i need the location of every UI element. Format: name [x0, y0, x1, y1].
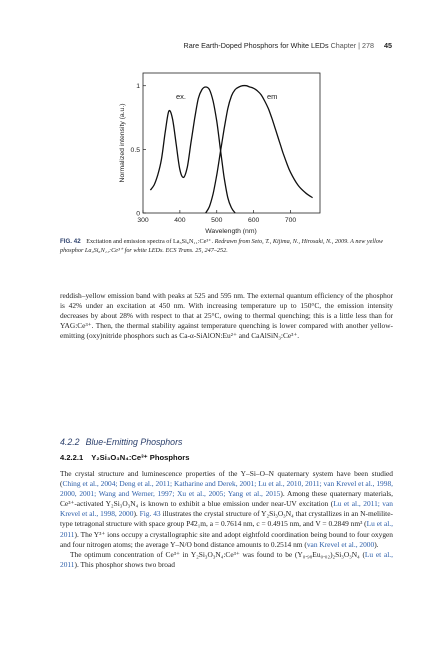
annotation-ex: ex.	[176, 92, 187, 101]
p2-text-3: ).	[133, 509, 140, 519]
chapter-label: Chapter | 278	[330, 41, 374, 50]
excitation-curve	[150, 87, 235, 213]
p3-text-1: The optimum concentration of Ce³⁺ in Y₂Si₃O₃N₄:Ce³⁺ was found to be (Y₀.₉₈Eu₀.₀₂)₂Si₃O₃N₄ (	[70, 549, 365, 559]
p2-reference-link-1[interactable]: Ching et al., 2004; Deng et al., 2011; Katharine and Derek, 2001; Lu et al., 2010, 2011; van Krevel et al., 1998, 2000, 2001; Wang and Werner, 1997; Xu et al., 2005; Yang et al., 2015	[60, 479, 393, 499]
paragraph-2	[60, 469, 393, 570]
p2-reference-link-4[interactable]: van Krevel et al., 2000	[306, 539, 375, 549]
figure-caption	[60, 238, 392, 256]
p2-reference-link-3[interactable]: Lu et al., 2011	[60, 519, 393, 539]
plot-frame	[143, 73, 320, 213]
paragraph-1	[60, 291, 393, 341]
paragraph-1-text: reddish–yellow emission band with peaks at 525 and 595 nm. The external quantum efficiency of the phosphor is 42% under an excitation at 450 nm. With increasing temperature up to 150°C, the emission intensity decreases by about 28% with respect to that at 25°C, owing to thermal quenching; this is a little less than for YAG:Ce³⁺. Then, the thermal stability against temperature quenching is lower compared with another yellow-emitting (oxy)nitride phosphors such as Ca-α-SiAlON:Eu²⁺ and CaAlSiN₃:Ce³⁺.	[60, 291, 393, 341]
y-tick-label: 1	[136, 83, 140, 91]
subsection-heading	[60, 453, 189, 462]
subsection-title: Y₂Si₃O₃N₄:Ce³⁺ Phosphors	[91, 453, 190, 462]
p2-text-4: illustrates the crystal structure of Y₂Si₃O₃N₄ that crystallizes in an N-melilite-type tetragonal structure with space group P4̄2₁m, a = 0.7614 nm, c = 0.4915 nm, and V = 0.2849 nm³ (	[60, 509, 393, 529]
page-number: 45	[384, 41, 392, 50]
p2-text-5: ). The Y³⁺ ions occupy a crystallographic site and adopt eightfold coordination being bound to four oxygen and four nitrogen atoms; the average Y–N/O bond distance amounts to 0.2514 nm (	[60, 529, 393, 549]
spectra-chart	[0, 0, 432, 240]
p2-text-1: The crystal structure and luminescence properties of the Y–Si–O–N quaternary system have been studied (	[60, 469, 393, 489]
x-tick-label: 600	[247, 217, 260, 224]
x-tick-label: 700	[284, 217, 297, 224]
caption-text: Excitation and emission spectra of La₃Si₆N₁₁:Ce³⁺.	[86, 238, 214, 245]
p2-reference-link-2[interactable]: Lu et al., 2011; van Krevel et al., 1998, 2000	[60, 499, 393, 519]
y-tick-label: 0.5	[130, 146, 140, 154]
figure-label: FIG. 42	[60, 238, 81, 245]
caption-citation: Redrawn from Seto, T., Kijima, N., Hirosaki, N., 2009. A new yellow phosphor La₃Si₆N₁₁:Ce³⁺ for white LEDs. ECS Trans. 25, 247–252.	[60, 238, 384, 254]
annotation-em: em	[267, 92, 278, 101]
figure-43-link[interactable]: Fig. 43	[139, 509, 161, 519]
subsection-number: 4.2.2.1	[60, 453, 84, 462]
x-axis-label: Wavelength (nm)	[205, 228, 257, 235]
section-title: Blue-Emitting Phosphors	[85, 437, 183, 447]
section-heading	[60, 437, 182, 447]
x-tick-label: 300	[137, 217, 149, 224]
p3-reference-link-1[interactable]: Lu et al., 2011	[60, 549, 393, 569]
p2-text-6: ).	[374, 539, 379, 549]
p2-text-2: ). Among these quaternary materials, Ce³⁺-activated Y₂Si₃O₃N₄ is known to exhibit a blue emission under near-UV excitation (	[60, 489, 393, 509]
x-tick-label: 400	[174, 217, 186, 224]
section-number: 4.2.2	[60, 437, 80, 447]
emission-curve	[206, 86, 313, 213]
x-tick-label: 500	[211, 217, 223, 224]
y-tick-label: 0	[136, 210, 140, 218]
y-axis-label: Normalized intensity (a.u.)	[119, 103, 126, 183]
running-title: Rare Earth-Doped Phosphors for White LEDs	[183, 41, 329, 50]
p3-text-2: ). This phosphor shows two broad	[74, 559, 175, 569]
